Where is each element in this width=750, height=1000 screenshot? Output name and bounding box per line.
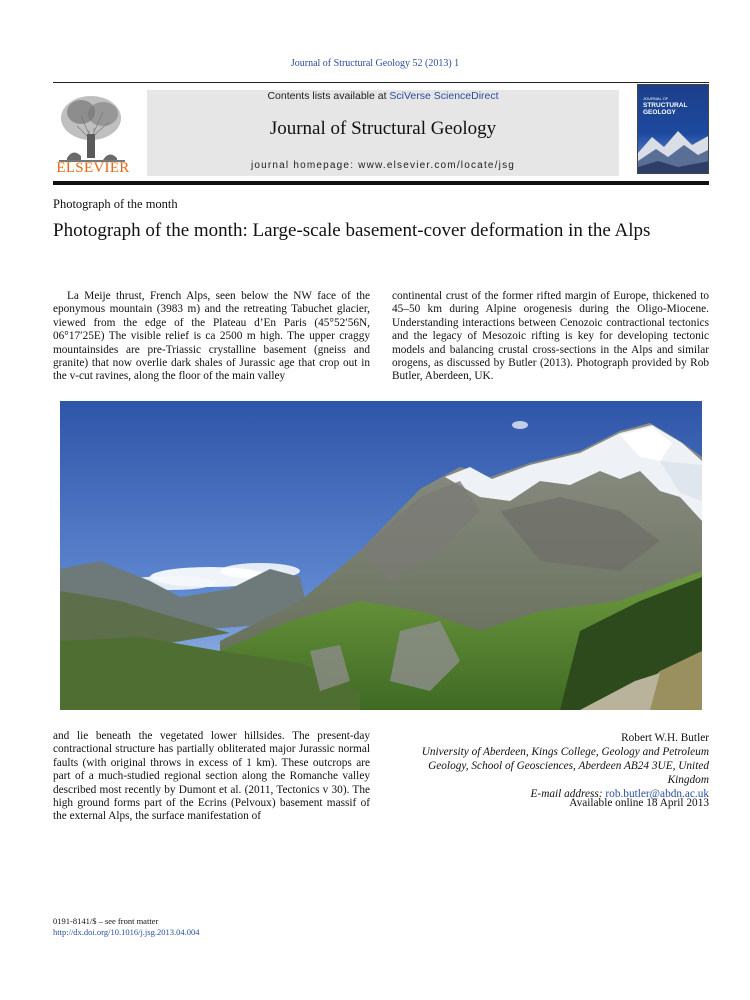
- homepage-link[interactable]: www.elsevier.com/locate/jsg: [358, 160, 516, 171]
- cover-title-line-2: GEOLOGY: [643, 109, 676, 116]
- journal-homepage: [147, 160, 619, 171]
- cover-small-text: JOURNAL OF: [643, 96, 669, 101]
- running-head[interactable]: Journal of Structural Geology 52 (2013) 1: [290, 58, 460, 69]
- doi-link[interactable]: http://dx.doi.org/10.1016/j.jsg.2013.04.004: [53, 927, 200, 937]
- journal-cover-thumbnail[interactable]: [637, 84, 709, 174]
- contents-line: [147, 90, 619, 102]
- sciencedirect-link[interactable]: SciVerse ScienceDirect: [389, 90, 499, 102]
- author-email-link[interactable]: rob.butler@abdn.ac.uk: [605, 788, 709, 800]
- journal-name: Journal of Structural Geology: [269, 118, 497, 139]
- email-label: E-mail address:: [530, 788, 606, 800]
- cover-title-line-1: STRUCTURAL: [643, 102, 688, 109]
- header-thick-rule: [53, 181, 709, 185]
- author-block: [392, 731, 709, 801]
- header-rule: [53, 82, 709, 83]
- elsevier-wordmark: ELSEVIER: [56, 160, 130, 176]
- footer-issn: 0191-8141/$ – see front matter: [53, 916, 159, 926]
- journal-masthead: [147, 90, 619, 176]
- body-paragraph-1: La Meije thrust, French Alps, seen below the NW face of the eponymous mountain (3983 m) and the retreating Tabuchet glacier, viewed from the edge of the Plateau d’En Paris (45°52′56N, 06°17′25E) The visible relief is ca 2500 m high. The upper craggy mountainsides are pre-Triassic crystalline basement (gneiss and granite) that now overlie dark shales of Jurassic age that crop out in the v-cut ravines, along the floor of the main valley: [53, 290, 370, 383]
- contents-prefix: Contents lists available at: [267, 90, 390, 102]
- available-online: Available online 18 April 2013: [569, 797, 709, 809]
- cover-artwork: [638, 123, 709, 173]
- author-affiliation-2: Geology, School of Geosciences, Aberdeen AB24 3UE, United Kingdom: [428, 760, 709, 786]
- author-affiliation-1: University of Aberdeen, Kings College, Geology and Petroleum: [421, 746, 709, 758]
- section-label: Photograph of the month: [53, 197, 178, 211]
- body-paragraph-3: and lie beneath the vegetated lower hillsides. The present-day contractional structure has partially obliterated major Jurassic normal faults (with original throws in excess of 1 km). These outcrops are part of a much-studied regional section along the Romanche valley described most recently by Dumont et al. (2011, Tectonics v 30). The high ground forms part of the Ecrins (Pelvoux) basement massif of the external Alps, the surface manifestation of: [53, 730, 370, 823]
- footer: [53, 916, 199, 938]
- author-name: Robert W.H. Butler: [621, 732, 709, 744]
- la-meije-photograph: [60, 401, 702, 710]
- body-paragraph-2: continental crust of the former rifted margin of Europe, thickened to 45–50 km during Alpine orogenesis during the Oligo-Miocene. Understanding interactions between Cenozoic contractional tectonics and the legacy of Mesozoic rifting is key for developing tectonic models and balancing crustal cross-sections in the Alps and similar orogens, as discussed by Butler (2013). Photograph provided by Rob Butler, Aberdeen, UK.: [392, 290, 709, 383]
- article-title: Photograph of the month: Large-scale basement-cover deformation in the Alps: [53, 220, 651, 241]
- homepage-prefix: journal homepage:: [250, 160, 359, 171]
- cover-title: [643, 95, 687, 116]
